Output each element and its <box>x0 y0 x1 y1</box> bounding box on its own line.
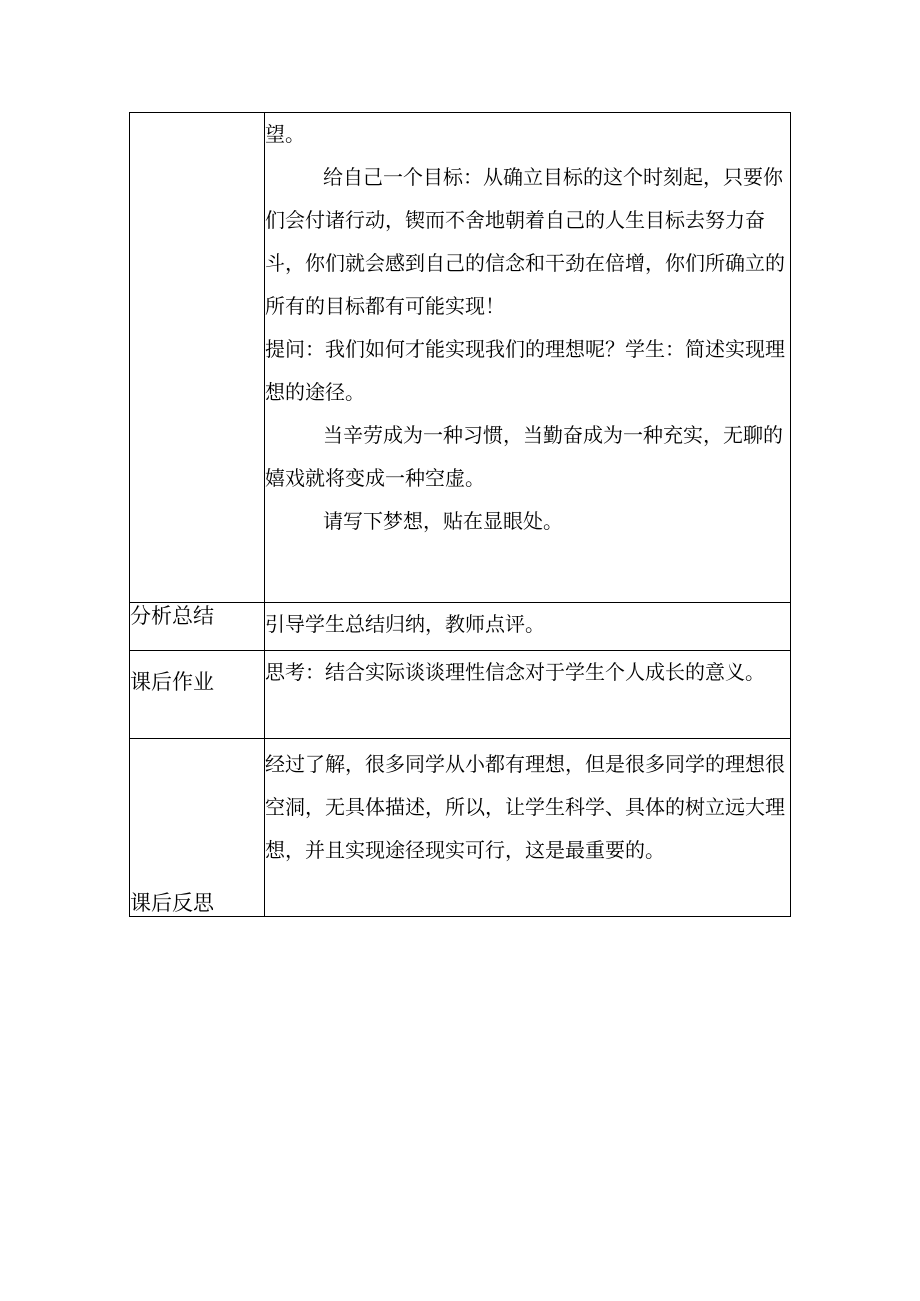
table-row <box>130 113 791 603</box>
paragraph: 给自己一个目标：从确立目标的这个时刻起，只要你们会付诸行动，锲而不舍地朝着自己的人生目标去努力奋斗，你们就会感到自己的信念和干劲在倍增，你们所确立的所有的目标都有可能实现！ <box>265 165 785 318</box>
paragraph: 思考：结合实际谈谈理性信念对于学生个人成长的意义。 <box>265 660 765 684</box>
table-row <box>130 603 791 651</box>
paragraph: 引导学生总结归纳，教师点评。 <box>265 612 545 636</box>
row-label-empty <box>130 113 265 603</box>
table-row <box>130 651 791 739</box>
table-row <box>130 739 791 917</box>
paragraph: 望。 <box>265 122 305 146</box>
row-content-reflection <box>265 739 791 917</box>
lesson-plan-table <box>129 112 791 917</box>
row-label-summary: 分析总结 <box>130 603 265 651</box>
row-content-summary <box>265 603 791 651</box>
paragraph: 请写下梦想，贴在显眼处。 <box>323 509 563 533</box>
row-label-reflection: 课后反思 <box>130 739 265 917</box>
row-content-activity <box>265 113 791 603</box>
paragraph: 经过了解，很多同学从小都有理想，但是很多同学的理想很空洞，无具体描述，所以，让学生科学、具体的树立远大理想，并且实现途径现实可行，这是最重要的。 <box>265 752 785 862</box>
paragraph: 当辛劳成为一种习惯，当勤奋成为一种充实，无聊的嬉戏就将变成一种空虚。 <box>265 423 783 490</box>
paragraph: 提问：我们如何才能实现我们的理想呢？学生：简述实现理想的途径。 <box>265 337 785 404</box>
row-label-homework: 课后作业 <box>130 651 265 739</box>
row-content-homework <box>265 651 791 739</box>
